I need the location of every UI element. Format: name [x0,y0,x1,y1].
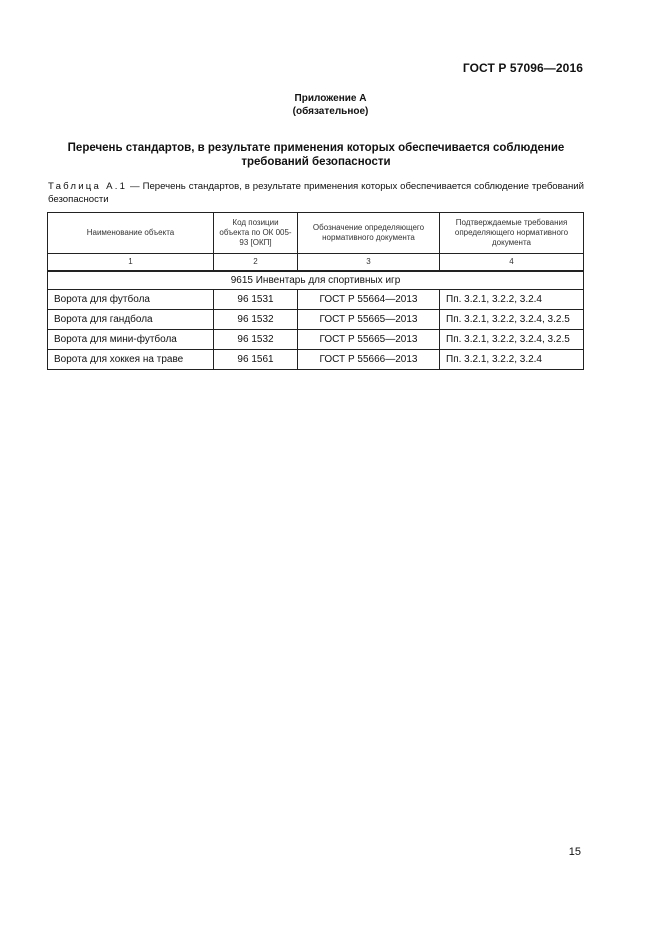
cell-requirements: Пп. 3.2.1, 3.2.2, 3.2.4 [440,350,584,370]
table-caption-text: — Перечень стандартов, в результате применения которых обеспечивается соблюдение требований безопасности [48,181,584,205]
table-caption-label: Таблица А.1 [48,181,128,192]
group-row [48,271,584,290]
cell-object-name: Ворота для гандбола [48,310,214,330]
annex-status: (обязательное) [292,106,369,117]
page-number: 15 [568,846,581,858]
header-object-name: Наименование объекта [48,213,214,254]
column-number: 4 [440,254,584,271]
cell-object-name: Ворота для хоккея на траве [48,350,214,370]
cell-standard: ГОСТ Р 55666—2013 [298,350,440,370]
document-title-line-1: Перечень стандартов, в результате применения которых обеспечивается соблюдение [67,142,565,154]
table-header-row [48,213,584,254]
annex-heading [0,92,661,118]
cell-standard: ГОСТ Р 55665—2013 [298,330,440,350]
cell-requirements: Пп. 3.2.1, 3.2.2, 3.2.4 [440,290,584,310]
table-row [48,350,584,370]
group-label: 9615 Инвентарь для спортивных игр [48,271,584,290]
header-standard-designation: Обозначение определяющего нормативного документа [298,213,440,254]
header-requirements: Подтверждаемые требования определяющего нормативного документа [440,213,584,254]
document-title [48,141,584,169]
table-row [48,290,584,310]
cell-object-name: Ворота для футбола [48,290,214,310]
column-number-row [48,254,584,271]
cell-requirements: Пп. 3.2.1, 3.2.2, 3.2.4, 3.2.5 [440,310,584,330]
cell-okp-code: 96 1532 [214,330,298,350]
column-number: 1 [48,254,214,271]
cell-okp-code: 96 1532 [214,310,298,330]
column-number: 2 [214,254,298,271]
cell-okp-code: 96 1561 [214,350,298,370]
cell-requirements: Пп. 3.2.1, 3.2.2, 3.2.4, 3.2.5 [440,330,584,350]
standard-code: ГОСТ Р 57096—2016 [462,61,583,75]
annex-title: Приложение А [294,93,367,104]
column-number: 3 [298,254,440,271]
cell-okp-code: 96 1531 [214,290,298,310]
table-row [48,330,584,350]
header-okp-code: Код позиции объекта по ОК 005-93 [ОКП] [214,213,298,254]
table-row [48,310,584,330]
table-caption [48,180,584,206]
cell-standard: ГОСТ Р 55665—2013 [298,310,440,330]
standards-table [47,212,584,370]
document-title-line-2: требований безопасности [241,156,391,168]
cell-standard: ГОСТ Р 55664—2013 [298,290,440,310]
cell-object-name: Ворота для мини-футбола [48,330,214,350]
